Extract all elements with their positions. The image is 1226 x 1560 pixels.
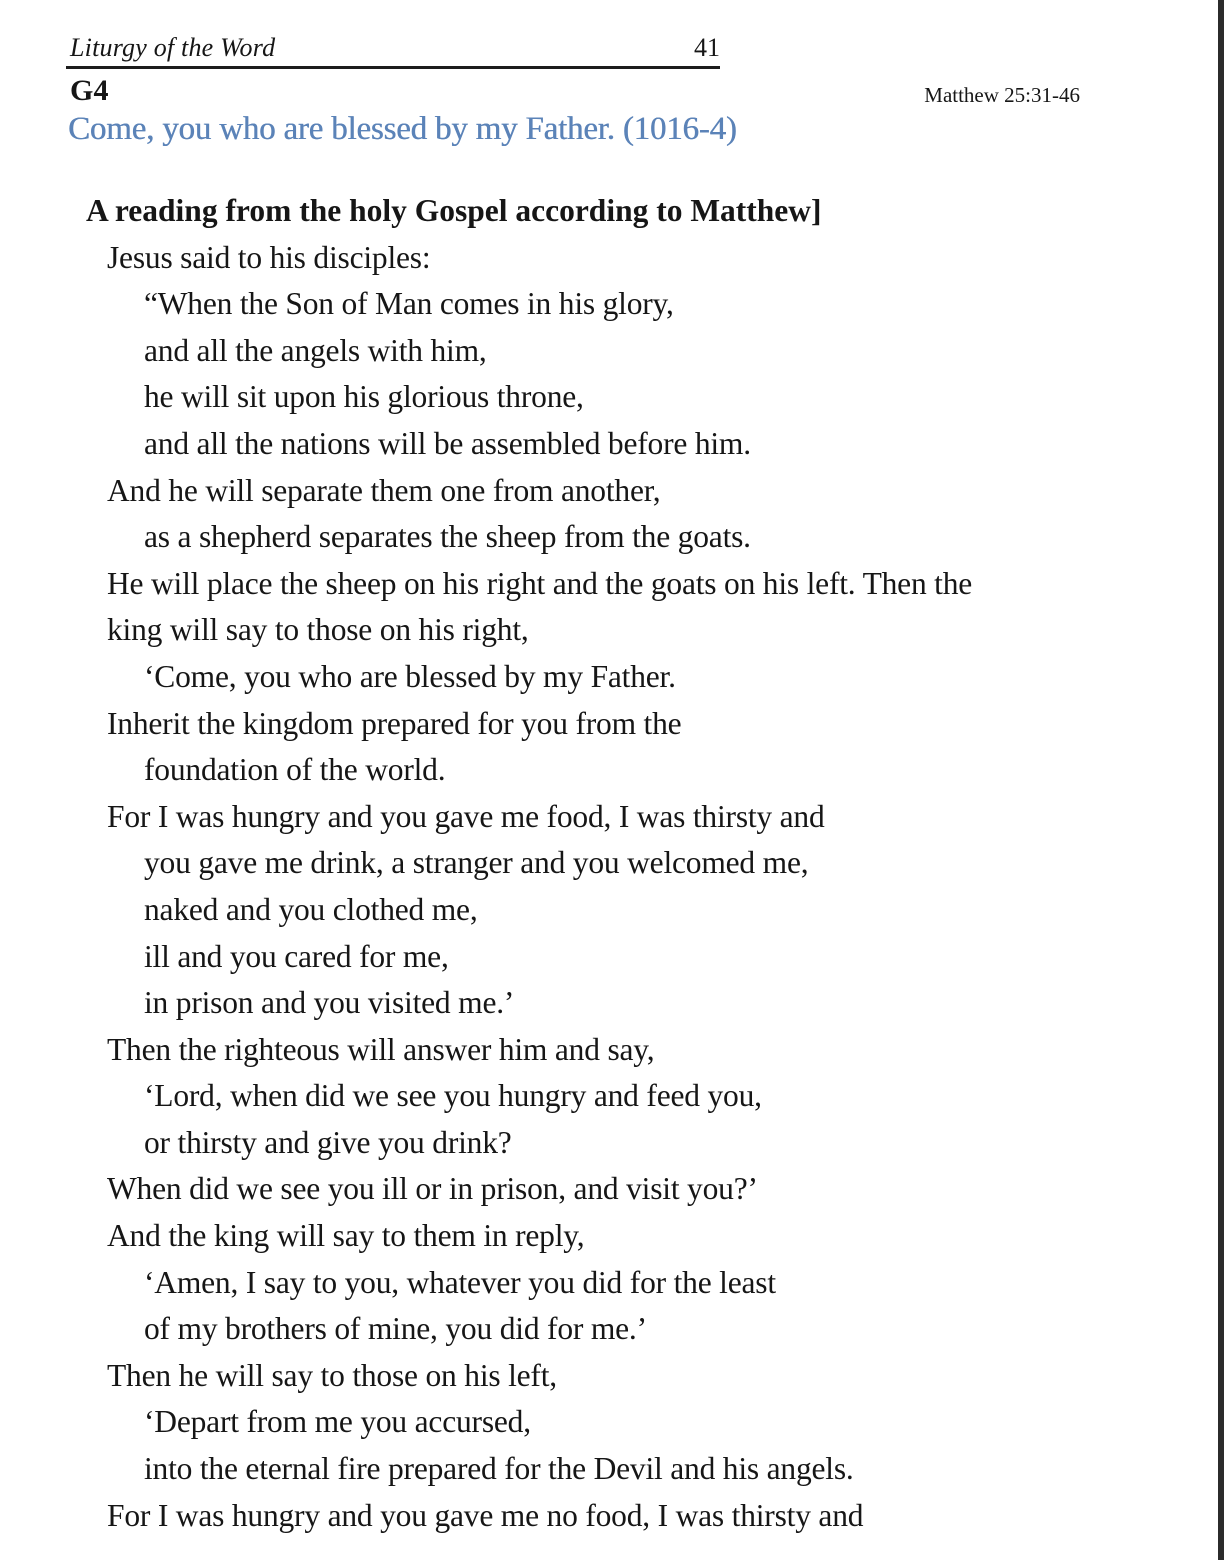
gospel-line: He will place the sheep on his right and the goats on his left. Then the [107,565,973,601]
reading-code: G4 [70,74,109,107]
gospel-line: ‘Amen, I say to you, whatever you did for the least [144,1264,776,1300]
gospel-line: Jesus said to his disciples: [107,239,431,275]
gospel-line: ‘Lord, when did we see you hungry and feed you, [144,1078,762,1114]
gospel-line: naked and you clothed me, [144,891,478,927]
gospel-line: Inherit the kingdom prepared for you from the [107,705,682,741]
scripture-citation: Matthew 25:31-46 [924,83,1080,107]
gospel-line: ill and you cared for me, [144,938,449,974]
gospel-line: ‘Come, you who are blessed by my Father. [144,658,676,694]
gospel-line: And he will separate them one from another, [107,472,661,508]
page-edge-border [1218,0,1224,1560]
gospel-text [82,188,1162,1539]
gospel-line: in prison and you visited me.’ [144,985,515,1021]
gospel-line: For I was hungry and you gave me food, I was thirsty and [107,798,825,834]
running-header [70,33,720,63]
gospel-line: foundation of the world. [144,752,446,788]
running-header-title: Liturgy of the Word [70,33,276,62]
gospel-line: Then he will say to those on his left, [107,1357,557,1393]
gospel-line: into the eternal fire prepared for the Devil and his angels. [144,1451,854,1487]
gospel-line: as a shepherd separates the sheep from the goats. [144,519,751,555]
gospel-line: And the king will say to them in reply, [107,1218,585,1254]
gospel-line: ‘Depart from me you accursed, [144,1404,531,1440]
gospel-line: “When the Son of Man comes in his glory, [144,286,674,322]
gospel-line: For I was hungry and you gave me no food, I was thirsty and [107,1497,864,1533]
gospel-line: king will say to those on his right, [107,612,529,648]
header-rule [66,66,720,69]
gospel-line: you gave me drink, a stranger and you welcomed me, [144,845,809,881]
gospel-line: Then the righteous will answer him and say, [107,1031,655,1067]
gospel-heading: A reading from the holy Gospel according to Matthew] [86,193,822,228]
gospel-line: and all the nations will be assembled before him. [144,425,751,461]
gospel-line: and all the angels with him, [144,332,487,368]
gospel-line: or thirsty and give you drink? [144,1124,512,1160]
gospel-line: of my brothers of mine, you did for me.’ [144,1311,647,1347]
gospel-lines [82,235,1162,1540]
reading-response: Come, you who are blessed by my Father. (1016-4) [68,111,737,147]
gospel-line: he will sit upon his glorious throne, [144,379,584,415]
gospel-line: When did we see you ill or in prison, and visit you?’ [107,1171,758,1207]
page-number: 41 [694,33,720,62]
